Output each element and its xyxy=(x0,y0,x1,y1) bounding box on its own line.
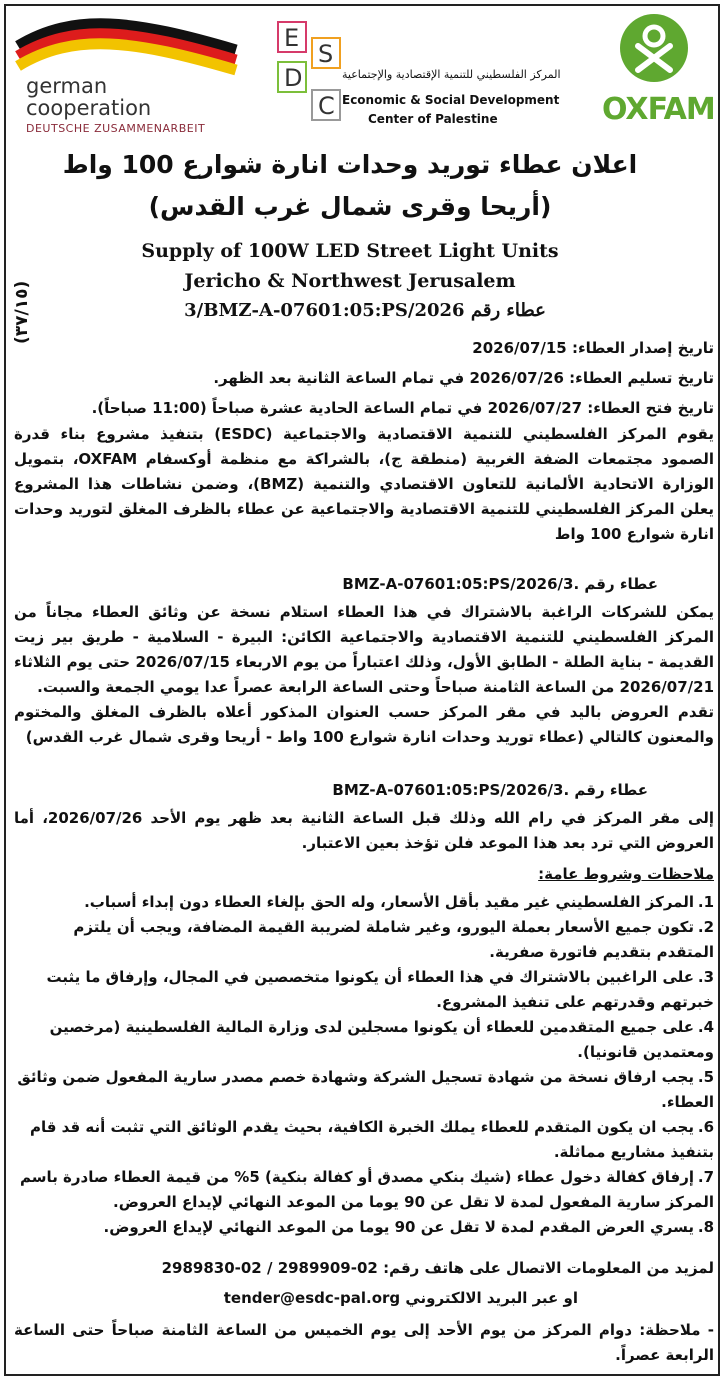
note-number: 7. xyxy=(697,1168,714,1186)
oxfam-logo xyxy=(598,12,715,132)
title-english-line-1: Supply of 100W LED Street Light Units xyxy=(141,240,559,262)
contact-phone: لمزيد من المعلومات الاتصال على هاتف رقم: 02-2989909 / 02-2989830 xyxy=(161,1259,714,1277)
note-text: على الراغبين بالاشتراك في هذا العطاء أن يكونوا متخصصين في المجال، وإرفاق ما يثبت خبرتهم وقدرتهم على تنفيذ المشروع. xyxy=(46,968,714,1011)
note-number: 5. xyxy=(697,1068,714,1086)
notes-heading: ملاحظات وشروط عامة: xyxy=(538,865,714,883)
note-text: يسري العرض المقدم لمدة لا تقل عن 90 يوما من الموعد النهائي لإيداع العروض. xyxy=(103,1218,694,1236)
note-item xyxy=(14,1015,714,1065)
side-reference-text: (٣٧/١٥) xyxy=(12,280,32,344)
logo-text-deutsche: DEUTSCHE ZUSAMMENARBEIT xyxy=(26,122,206,135)
note-text: على جميع المتقدمين للعطاء أن يكونوا مسجلين لدى وزارة المالية الفلسطينية (مرخصين ومعتمدين قانونيا). xyxy=(49,1018,714,1061)
side-reference-number xyxy=(8,252,48,347)
date-issue-label: تاريخ إصدار العطاء: xyxy=(571,339,714,357)
esdc-letter-c: C xyxy=(318,92,335,120)
date-submission-label: تاريخ تسليم العطاء: xyxy=(569,369,714,387)
tender-reference-label: عطاء رقم xyxy=(470,300,546,321)
title-english-line-2: Jericho & Northwest Jerusalem xyxy=(184,270,516,292)
date-submission-value: 2026/07/26 في تمام الساعة الثانية بعد الظهر. xyxy=(213,369,564,387)
date-opening-value: 2026/07/27 في تمام الساعة الحادية عشرة صباحاً (11:00 صباحاً). xyxy=(91,399,583,417)
note-item xyxy=(14,890,714,915)
date-issue-value: 2026/07/15 xyxy=(472,339,567,357)
date-opening-label: تاريخ فتح العطاء: xyxy=(587,399,714,417)
note-item xyxy=(14,1165,714,1215)
intro-reference: عطاء رقم .3/BMZ-A-07601:05:PS/2026 xyxy=(342,575,658,593)
note-number: 3. xyxy=(697,968,714,986)
intro-paragraph: يقوم المركز الفلسطيني للتنمية الاقتصادية والاجتماعية (ESDC) بتنفيذ مشروع بناء قدرة الصمود مجتمعات الضفة الغربية (منطقة ج)، بالشراكة مع منظمة أوكسفام OXFAM، بتمويل الوزارة الاتحادية الألمانية للتعاون الاقتصادي والتنمية (BMZ)، وضمن نشاطات هذا المشروع يعلن المركز الفلسطيني للتنمية الاقتصادية والاجتماعية عن عطاء بالظرف المغلق لتوريد وحدات انارة شوارع 100 واط xyxy=(14,425,714,543)
esdc-english-name-2: Center of Palestine xyxy=(368,112,498,126)
logo-text-german: german xyxy=(26,74,108,98)
note-item xyxy=(14,1215,714,1240)
note-item xyxy=(14,965,714,1015)
note-text: إرفاق كفالة دخول عطاء (شيك بنكي مصدق أو كفالة بنكية) 5% من قيمة العطاء صادرة باسم المركز سارية المفعول لمدة لا تقل عن 90 يوما من الموعد النهائي لإيداع العروض. xyxy=(20,1168,714,1211)
note-text: تكون جميع الأسعار بعملة اليورو، وغير شاملة لضريبة القيمة المضافة، ويجب أن يلتزم المتقدم بتقديم فاتورة صفرية. xyxy=(73,918,714,961)
title-arabic-line-1: اعلان عطاء توريد وحدات انارة شوارع 100 واط xyxy=(62,150,638,179)
note-text: يجب ارفاق نسخة من شهادة تسجيل الشركة وشهادة خصم مصدر سارية المفعول ضمن وثائق العطاء. xyxy=(17,1068,714,1111)
note-number: 4. xyxy=(697,1018,714,1036)
note-item xyxy=(14,1115,714,1165)
submission-reference: عطاء رقم .3/BMZ-A-07601:05:PS/2026 xyxy=(332,781,648,799)
esdc-letter-e: E xyxy=(284,24,300,52)
note-item xyxy=(14,1065,714,1115)
oxfam-circle-icon xyxy=(598,12,708,90)
esdc-english-name-1: Economic & Social Development xyxy=(342,93,560,107)
note-number: 1. xyxy=(697,893,714,911)
date-submission xyxy=(213,368,714,388)
notes-list xyxy=(14,890,714,1240)
date-opening xyxy=(92,398,714,418)
note-item xyxy=(14,915,714,965)
esdc-letters-icon xyxy=(272,18,352,128)
german-cooperation-logo xyxy=(14,16,244,136)
esdc-letter-d: D xyxy=(284,64,303,92)
tender-reference xyxy=(150,300,580,321)
esdc-logo xyxy=(272,18,572,138)
note-number: 6. xyxy=(697,1118,714,1136)
documents-paragraph: يمكن للشركات الراغبة بالاشتراك في هذا العطاء استلام نسخة عن وثائق العطاء مجاناً من المركز الفلسطيني للتنمية الاقتصادية والاجتماعية الكائن: البيرة - السلامية - طريق بير زيت القديمة - بناية الطلة - الطابق الأول، وذلك اعتباراً من يوم الاربعاء 2026/07/15 حتى يوم الثلاثاء 2026/07/21 من الساعة الثامنة صباحاً وحتى الساعة الرابعة عصراً عدا يومي الجمعة والسبت. xyxy=(14,603,714,696)
esdc-arabic-name: المركز الفلسطيني للتنمية الإقتصادية والإجتماعية xyxy=(342,68,561,81)
deadline-paragraph: إلى مقر المركز في رام الله وذلك قبل الساعة الثانية بعد ظهر يوم الأحد 2026/07/26، أما العروض التي ترد بعد هذا الموعد فلن تؤخذ بعين الاعتبار. xyxy=(14,809,714,852)
contact-email: او عبر البريد الالكتروني tender@esdc-pal.org xyxy=(223,1289,578,1307)
note-text: يجب ان يكون المتقدم للعطاء يملك الخبرة الكافية، بحيث يقدم الوثائق التي تثبت أنه قد قام بتنفيذ مشاريع مماثلة. xyxy=(29,1118,714,1161)
title-arabic-line-2: (أريحا وقرى شمال غرب القدس) xyxy=(148,192,552,221)
logo-text-cooperation: cooperation xyxy=(26,96,152,120)
oxfam-wordmark: OXFAM xyxy=(602,92,715,127)
note-number: 8. xyxy=(697,1218,714,1236)
german-flag-wave-icon xyxy=(14,16,244,76)
note-number: 2. xyxy=(697,918,714,936)
final-note: - ملاحظة: دوام المركز من يوم الأحد إلى يوم الخميس من الساعة الثامنة صباحاً حتى الساعة الرابعة عصراً. xyxy=(14,1321,714,1364)
submission-paragraph: تقدم العروض باليد في مقر المركز حسب العنوان المذكور أعلاه بالظرف المغلق والمختوم والمعنون كالتالي (عطاء توريد وحدات انارة شوارع 100 واط - أريحا وقرى شمال غرب القدس) xyxy=(14,703,714,746)
note-text: المركز الفلسطيني غير مقيد بأقل الأسعار، وله الحق بإلغاء العطاء دون إبداء أسباب. xyxy=(84,893,694,911)
date-issue xyxy=(472,338,714,358)
tender-reference-code: 3/BMZ-A-07601:05:PS/2026 xyxy=(184,300,465,321)
esdc-letter-s: S xyxy=(318,40,334,68)
